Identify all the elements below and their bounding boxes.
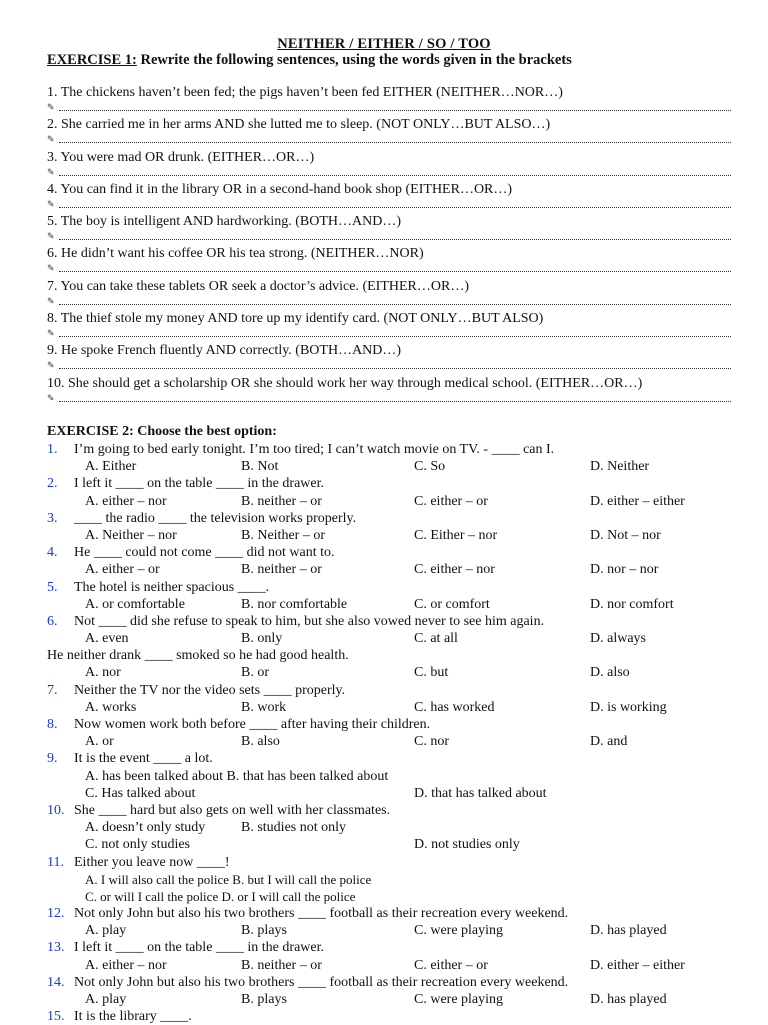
option-b[interactable]: B. plays xyxy=(241,992,287,1007)
question-number: 3. xyxy=(47,510,58,526)
exercise1-question: 1. The chickens haven’t been fed; the pigs haven’t been fed EITHER (NEITHER…NOR…) xyxy=(47,85,563,100)
option-a[interactable]: A. doesn’t only study xyxy=(85,820,206,836)
dotted-line xyxy=(59,368,731,369)
question-number: 15. xyxy=(47,1009,65,1025)
options-line xyxy=(47,922,747,939)
option-d[interactable]: D. nor – nor xyxy=(590,562,659,578)
exercise1-label: EXERCISE 1: xyxy=(47,52,137,68)
exercise1-question: 7. You can take these tablets OR seek a doctor’s advice. (EITHER…OR…) xyxy=(47,278,469,294)
exercise1-instruction: Rewrite the following sentences, using the words given in the brackets xyxy=(136,52,572,68)
question-line xyxy=(47,750,747,767)
question-line xyxy=(47,475,747,492)
option-d[interactable]: D. and xyxy=(590,734,628,750)
question-number: 10. xyxy=(47,802,65,818)
option-d[interactable]: D. either – either xyxy=(590,493,685,509)
exercise1-item xyxy=(47,181,731,213)
option-c[interactable]: C. at all xyxy=(414,631,458,647)
question-stem: Now women work both before ____ after having their children. xyxy=(74,717,431,732)
option-d[interactable]: D. Not – nor xyxy=(590,527,661,543)
option-b[interactable]: B. neither – or xyxy=(241,562,322,578)
options-line xyxy=(47,699,747,716)
option-d[interactable]: D. has played xyxy=(590,992,667,1007)
question-number: 1. xyxy=(47,442,58,457)
option-d[interactable]: D. nor comfort xyxy=(590,596,674,612)
options-line xyxy=(47,561,747,578)
option-b[interactable]: B. only xyxy=(241,631,283,647)
option-d[interactable]: D. that has talked about xyxy=(414,785,547,801)
dotted-line xyxy=(59,271,731,272)
question-line xyxy=(47,716,747,733)
question-stem: I’m going to bed early tonight. I’m too tired; I can’t watch movie on TV. - ____ can I. xyxy=(74,442,555,457)
question-stem: Either you leave now ____! xyxy=(74,854,230,870)
question-line xyxy=(47,613,747,630)
exercise1-question: 6. He didn’t want his coffee OR his tea strong. (NEITHER…NOR) xyxy=(47,246,424,262)
option-c[interactable]: C. Has talked about xyxy=(85,785,196,801)
option-c[interactable]: C. not only studies xyxy=(85,837,191,853)
exercise1-item xyxy=(47,149,731,181)
question-stem: Neither the TV nor the video sets ____ properly. xyxy=(74,682,346,698)
option-a-b[interactable]: A. has been talked about B. that has been talked about xyxy=(85,768,389,784)
answer-line[interactable] xyxy=(47,230,731,242)
options-line xyxy=(47,630,747,647)
exercise1-heading xyxy=(47,52,572,69)
question-line xyxy=(47,1008,747,1025)
answer-line[interactable] xyxy=(47,359,731,371)
question-line xyxy=(47,441,747,458)
question-number: 5. xyxy=(47,579,58,595)
exercise1-question: 9. He spoke French fluently AND correctly. (BOTH…AND…) xyxy=(47,343,402,359)
option-d[interactable]: D. is working xyxy=(590,699,667,715)
exercise1-question: 10. She should get a scholarship OR she should work her way through medical school. (EITHER…OR…) xyxy=(47,375,643,391)
option-c[interactable]: C. has worked xyxy=(414,699,495,715)
pen-icon: ✎ xyxy=(47,360,55,371)
option-c[interactable]: C. nor xyxy=(414,734,449,750)
question-line xyxy=(47,854,747,871)
question-line xyxy=(47,905,747,922)
option-a[interactable]: A. nor xyxy=(85,665,121,681)
exercise1-question: 2. She carried me in her arms AND she lutted me to sleep. (NOT ONLY…BUT ALSO…) xyxy=(47,117,551,133)
question-number: 12. xyxy=(47,906,65,922)
pen-icon: ✎ xyxy=(47,231,55,242)
question-line xyxy=(47,510,747,527)
option-a-b[interactable]: A. I will also call the police B. but I will call the police xyxy=(85,871,372,887)
answer-line[interactable] xyxy=(47,166,731,178)
exercise1-item xyxy=(47,84,731,116)
pen-icon: ✎ xyxy=(47,328,55,339)
answer-line[interactable] xyxy=(47,133,731,145)
question-stem: Not only John but also his two brothers ____ football as their recreation every weekend. xyxy=(74,906,569,922)
question-number: 4. xyxy=(47,545,58,561)
exercise1-question: 5. The boy is intelligent AND hardworking. (BOTH…AND…) xyxy=(47,214,401,230)
question-line xyxy=(47,579,747,596)
option-d[interactable]: D. always xyxy=(590,631,646,647)
option-a[interactable]: A. Either xyxy=(85,459,137,475)
dotted-line xyxy=(59,142,731,143)
options-line xyxy=(47,888,747,905)
option-d[interactable]: D. Neither xyxy=(590,459,650,475)
question-line xyxy=(47,974,747,991)
exercise1-question: 4. You can find it in the library OR in a second-hand book shop (EITHER…OR…) xyxy=(47,181,513,197)
options-line xyxy=(47,664,747,681)
exercise2-heading: EXERCISE 2: Choose the best option: xyxy=(47,424,277,439)
dotted-line xyxy=(59,304,731,305)
option-b[interactable]: B. also xyxy=(241,734,280,750)
question-stem: Not ____ did she refuse to speak to him, but she also vowed never to see him again. xyxy=(74,613,545,629)
question-number: 11. xyxy=(47,854,64,870)
option-a[interactable]: A. works xyxy=(85,699,137,715)
option-a[interactable]: A. play xyxy=(85,992,127,1007)
question-number: 7. xyxy=(47,682,58,698)
question-stem: It is the library ____. xyxy=(74,1009,192,1025)
question-stem: The hotel is neither spacious ____. xyxy=(74,579,270,595)
exercise1-item xyxy=(47,342,731,374)
exercise1-question: 8. The thief stole my money AND tore up my identify card. (NOT ONLY…BUT ALSO) xyxy=(47,311,544,327)
dotted-line xyxy=(59,207,731,208)
options-line xyxy=(47,733,747,750)
option-a[interactable]: A. or xyxy=(85,734,114,750)
option-a[interactable]: A. even xyxy=(85,631,129,647)
question-line xyxy=(47,939,747,956)
option-a[interactable]: A. play xyxy=(85,923,127,939)
option-a[interactable]: A. Neither – nor xyxy=(85,527,177,543)
pen-icon: ✎ xyxy=(47,166,55,177)
dotted-line xyxy=(59,239,731,240)
exercise1-item xyxy=(47,213,731,245)
option-c[interactable]: C. So xyxy=(414,459,446,475)
options-line xyxy=(47,819,747,836)
dotted-line xyxy=(59,401,731,402)
pen-icon: ✎ xyxy=(47,392,55,403)
option-b[interactable]: B. Neither – or xyxy=(241,527,325,543)
option-b[interactable]: B. studies not only xyxy=(241,820,347,836)
option-a[interactable]: A. either – or xyxy=(85,562,160,578)
options-line xyxy=(47,527,747,544)
option-a[interactable]: A. either – nor xyxy=(85,493,167,509)
exercise2-list xyxy=(47,441,747,1025)
exercise1-item xyxy=(47,278,731,310)
options-line xyxy=(47,871,747,888)
option-c[interactable]: C. Either – nor xyxy=(414,527,498,543)
option-d[interactable]: D. has played xyxy=(590,923,667,939)
options-line xyxy=(47,493,747,510)
option-b[interactable]: B. work xyxy=(241,699,287,715)
answer-line[interactable] xyxy=(47,262,731,274)
answer-line[interactable] xyxy=(47,198,731,210)
option-b[interactable]: B. plays xyxy=(241,923,287,939)
question-number: 14. xyxy=(47,974,65,990)
question-stem: It is the event ____ a lot. xyxy=(74,751,213,767)
option-c[interactable]: C. either – or xyxy=(414,493,488,509)
exercise1-question: 3. You were mad OR drunk. (EITHER…OR…) xyxy=(47,149,315,165)
option-c[interactable]: C. were playing xyxy=(414,992,504,1007)
exercise1-list xyxy=(47,84,731,407)
question-stem: I left it ____ on the table ____ in the drawer. xyxy=(74,476,324,492)
question-number: 6. xyxy=(47,613,58,629)
question-number: 2. xyxy=(47,476,58,492)
options-line xyxy=(47,991,747,1008)
option-c[interactable]: C. or comfort xyxy=(414,596,490,612)
question-line xyxy=(47,647,747,664)
question-number: 13. xyxy=(47,940,65,956)
options-line xyxy=(47,596,747,613)
option-c[interactable]: C. but xyxy=(414,665,449,681)
option-d[interactable]: D. either – either xyxy=(590,957,685,973)
question-stem: ____ the radio ____ the television works properly. xyxy=(74,510,357,526)
question-number: 9. xyxy=(47,751,58,767)
option-b[interactable]: B. or xyxy=(241,665,269,681)
exercise1-item xyxy=(47,116,731,148)
question-line xyxy=(47,802,747,819)
pen-icon: ✎ xyxy=(47,198,55,209)
option-b[interactable]: B. neither – or xyxy=(241,493,322,509)
option-b[interactable]: B. neither – or xyxy=(241,957,322,973)
question-stem: He neither drank ____ smoked so he had good health. xyxy=(47,648,349,664)
options-line xyxy=(47,957,747,974)
options-line xyxy=(47,768,747,785)
option-a[interactable]: A. either – nor xyxy=(85,957,167,973)
option-c[interactable]: C. either – or xyxy=(414,957,488,973)
exercise1-item xyxy=(47,310,731,342)
worksheet-title: NEITHER / EITHER / SO / TOO xyxy=(277,36,491,52)
option-b[interactable]: B. Not xyxy=(241,459,279,475)
question-line xyxy=(47,544,747,561)
question-number: 8. xyxy=(47,717,58,732)
options-line xyxy=(47,458,747,475)
option-b[interactable]: B. nor comfortable xyxy=(241,596,348,612)
options-line xyxy=(47,836,747,853)
dotted-line xyxy=(59,175,731,176)
question-line xyxy=(47,682,747,699)
pen-icon: ✎ xyxy=(47,134,55,145)
question-stem: Not only John but also his two brothers ____ football as their recreation every weekend. xyxy=(74,974,569,990)
dotted-line xyxy=(59,110,731,111)
answer-line[interactable] xyxy=(47,295,731,307)
pen-icon: ✎ xyxy=(47,295,55,306)
question-stem: She ____ hard but also gets on well with her classmates. xyxy=(74,802,391,818)
option-c[interactable]: C. were playing xyxy=(414,923,504,939)
pen-icon: ✎ xyxy=(47,263,55,274)
options-line xyxy=(47,785,747,802)
option-c[interactable]: C. either – nor xyxy=(414,562,495,578)
exercise1-item xyxy=(47,375,731,407)
dotted-line xyxy=(59,336,731,337)
exercise1-item xyxy=(47,245,731,277)
answer-line[interactable] xyxy=(47,392,731,404)
question-stem: I left it ____ on the table ____ in the drawer. xyxy=(74,940,324,956)
question-stem: He ____ could not come ____ did not want to. xyxy=(74,545,335,561)
answer-line[interactable] xyxy=(47,327,731,339)
answer-line[interactable] xyxy=(47,101,731,113)
pen-icon: ✎ xyxy=(47,102,55,112)
option-a[interactable]: A. or comfortable xyxy=(85,596,185,612)
option-d[interactable]: D. also xyxy=(590,665,630,681)
option-d[interactable]: D. not studies only xyxy=(414,837,520,853)
option-c-d[interactable]: C. or will I call the police D. or I will call the police xyxy=(85,888,356,904)
